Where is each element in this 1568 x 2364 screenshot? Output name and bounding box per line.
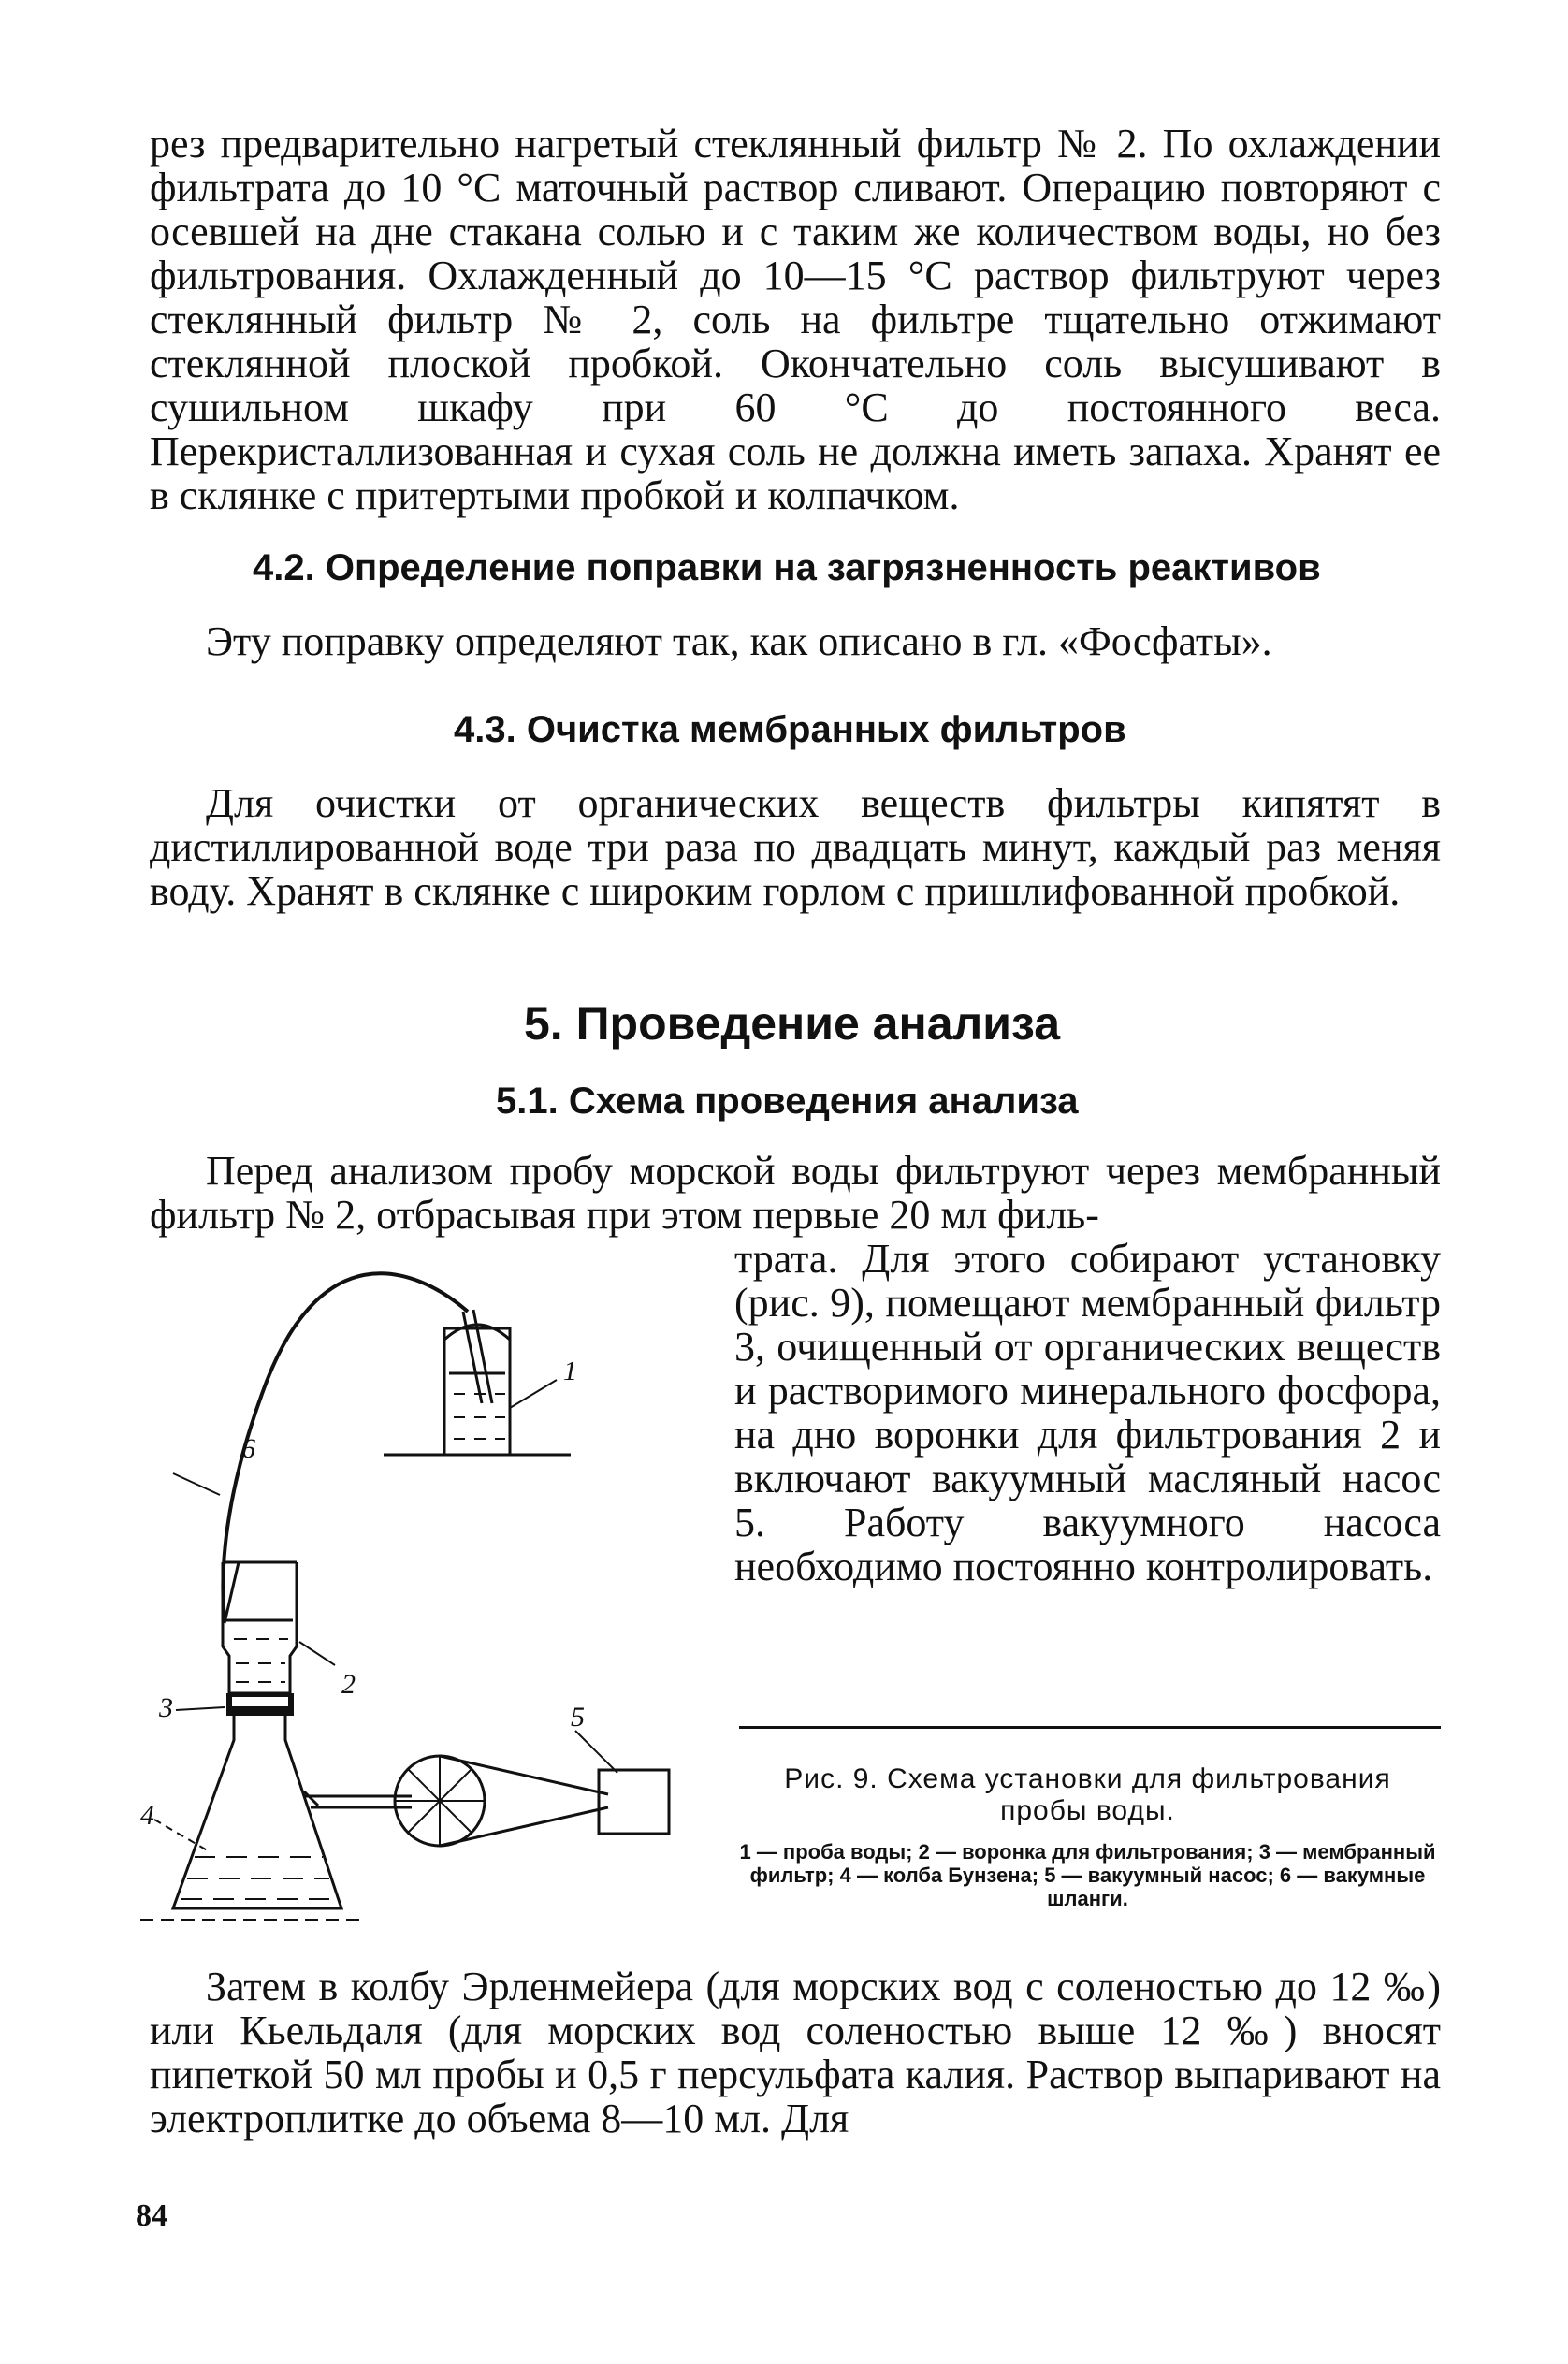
vacuum-hose	[223, 1273, 468, 1618]
filtration-apparatus-figure	[131, 1254, 692, 1946]
sample-water	[454, 1394, 505, 1439]
paragraph-recrystallization: рез предварительно нагретый стеклянный фильтр № 2. По охлаждении фильтрата до 10 °С маточный раствор сливают. Операцию повторяют с осевшей на дне стакана солью и с таким же количеством воды, но без фильтрования. Охлажденный до 10—15 °С раствор фильтруют через стеклянный фильтр № 2, соль на фильтре тщательно отжимают стеклянной плоской пробкой. Окончательно соль высушивают в сушильном шкафу при 60 °С до постоянного веса. Перекристаллизованная и сухая соль не должна иметь запаха. Хранят ее в склянке с притертыми пробкой и колпачком.	[150, 121, 1441, 518]
leader-2	[299, 1642, 335, 1665]
funnel-water	[234, 1639, 288, 1682]
membrane-filter-highlight	[232, 1697, 288, 1706]
label-1: 1	[563, 1356, 577, 1386]
leader-1	[510, 1380, 557, 1408]
sample-vessel	[444, 1328, 510, 1455]
vacuum-pump	[599, 1770, 669, 1834]
label-5: 5	[571, 1702, 585, 1733]
paragraph-evaporation: Затем в колбу Эрленмейера (для морских вод с соленостью до 12 ‰) или Кьельдаля (для морских вод соленостью выше 12 ‰) вносят пипеткой 50 мл пробы и 0,5 г персульфата калия. Раствор выпаривают на электроплитке до объема 8—10 мл. Для	[150, 1964, 1441, 2141]
paragraph-correction: Эту поправку определяют так, как описано в гл. «Фосфаты».	[206, 618, 1272, 664]
pump-wheel-spokes	[395, 1756, 485, 1846]
paragraph-membrane-cleaning: Для очистки от органических веществ фильтры кипятят в дистиллированной воде три раза по двадцать минут, каждый раз меняя воду. Хранят в склянке с широким горлом с пришлифованной пробкой.	[150, 780, 1441, 914]
label-6: 6	[241, 1433, 255, 1464]
bunsen-flask	[173, 1716, 341, 1908]
section-heading-4-2: 4.2. Определение поправки на загрязненность реактивов	[253, 547, 1321, 588]
leader-3	[176, 1707, 225, 1710]
label-4: 4	[140, 1800, 154, 1831]
section-heading-4-3: 4.3. Очистка мембранных фильтров	[454, 709, 1126, 750]
label-2: 2	[341, 1669, 356, 1700]
leader-5	[575, 1731, 617, 1773]
chapter-heading-5: 5. Проведение анализа	[524, 997, 1060, 1050]
leader-6	[173, 1473, 220, 1495]
caption-rule	[739, 1726, 1441, 1729]
paragraph-analysis-wrap: трата. Для этого собирают установку (рис. 9), помещают мембранный фильтр 3, очищенный от органических веществ и растворимого минерального фосфора, на дно воронки для фильтрования 2 и включают вакуумный масляный насос 5. Работу вакуумного насоса необходимо постоянно контролировать.	[734, 1236, 1441, 1589]
figure-caption	[739, 1763, 1436, 1910]
caption-legend: 1 — проба воды; 2 — воронка для фильтрования; 3 — мембранный фильтр; 4 — колба Бунзена; 5 — вакуумный насос; 6 — вакумные шланги.	[739, 1840, 1436, 1910]
paragraph-analysis-intro: Перед анализом пробу морской воды фильтруют через мембранный фильтр № 2, отбрасывая при этом первые 20 мл филь-	[150, 1148, 1441, 1238]
page-number: 84	[136, 2198, 167, 2233]
caption-title: Рис. 9. Схема установки для фильтрования пробы воды.	[784, 1763, 1391, 1826]
section-heading-5-1: 5.1. Схема проведения анализа	[496, 1080, 1079, 1122]
flask-water	[181, 1857, 335, 1899]
hose-end-in-funnel	[225, 1562, 239, 1623]
label-3: 3	[159, 1692, 173, 1723]
